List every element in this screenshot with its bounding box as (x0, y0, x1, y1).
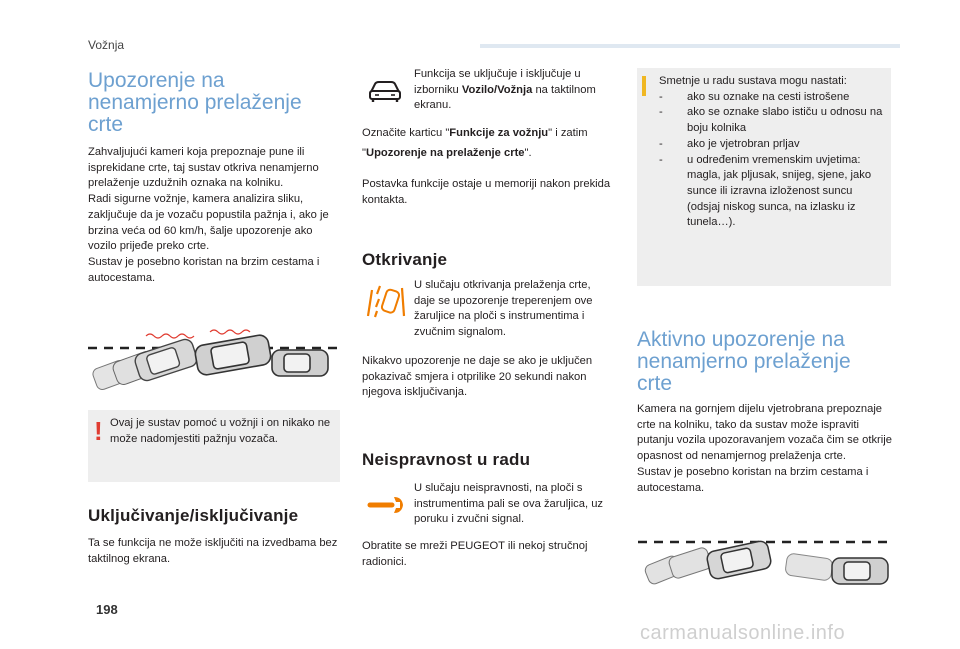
active-lane-warning-title: Aktivno upozorenje na nenamjerno prelaženje crte (637, 328, 851, 395)
car-main-2 (194, 334, 272, 376)
section-label: Vožnja (88, 38, 125, 52)
car-ghost-left (643, 546, 712, 585)
fault-heading: Neispravnost u radu (362, 450, 531, 469)
info-note-intro: Smetnje u radu sustava mogu nastati: (659, 75, 847, 87)
car-straight (832, 558, 888, 584)
list-item: - ako su oznake na cesti istrošene (659, 90, 887, 106)
menu-path-text: Funkcija se uključuje i isključuje u izborniku Vozilo/Vožnja na taktilnom ekranu. (414, 68, 596, 112)
info-icon (642, 76, 646, 96)
car-main-1 (133, 337, 199, 382)
warning-text: Ovaj je sustav pomoć u vožnji i on nikako ne može nadomjestiti pažnju vozača. (110, 417, 331, 445)
page-number: 198 (96, 602, 118, 617)
tab-selection-text: Označite karticu "Funkcije za vožnju" i zatim "Upozorenje na prelaženje crte". (362, 127, 588, 159)
active-paragraph: Kamera na gornjem dijelu vjetrobrana prepoznaje crte na kolniku, tako da sustav može ispraviti putanju vozila upozoravanjem vozača čim se otkrije opasnost od nenamjernog prelaženja crte. (637, 403, 892, 463)
active-paragraph: Sustav je posebno koristan na brzim cestama i autocestama. (637, 465, 869, 494)
lane-crossing-illustration (86, 326, 342, 398)
toggle-heading: Uključivanje/isključivanje (88, 506, 299, 525)
lane-correction-illustration (636, 528, 892, 592)
header-rule (480, 44, 900, 48)
lane-departure-lamp-icon (366, 280, 406, 320)
car-ghost-right (785, 553, 834, 581)
info-note-content (659, 74, 887, 231)
exclamation-icon: ! (94, 416, 103, 446)
car-corrected (706, 540, 772, 580)
fault-text: U slučaju neispravnosti, na ploči s instrumentima pali se ova žaruljica, uz poruku i zvučni signal. (414, 482, 604, 526)
intro-paragraph: Radi sigurne vožnje, kamera analizira sliku, zaključuje da je vozaču popustila pažnja i, ako je brzina veća od 60 km/h, šalje upozorenje ako vozilo prijeđe preko crte. (88, 193, 329, 253)
intro-paragraph: Sustav je posebno koristan na brzim cestama i autocestama. (88, 255, 320, 284)
toggle-text: Ta se funkcija ne može isključiti na izvedbama bez taktilnog ekrana. (88, 537, 338, 565)
info-note (637, 68, 891, 286)
car-main-3 (272, 350, 328, 376)
interference-list (659, 90, 887, 231)
active-paragraphs (637, 402, 892, 496)
lane-departure-warning-title: Upozorenje na nenamjerno prelaženje crte (88, 69, 302, 136)
turn-signal-text: Nikakvo upozorenje ne daje se ako je uključen pokazivač smjera i otprilike 20 sekundi nakon njegova isključivanja. (362, 355, 593, 399)
list-item: - ako se oznake slabo ističu u odnosu na boju kolnika (659, 105, 887, 136)
list-item: - ako je vjetrobran prljav (659, 137, 887, 153)
intro-paragraphs (88, 145, 343, 286)
wrench-icon (366, 494, 406, 516)
car-settings-icon (368, 80, 402, 104)
watermark: carmanualsonline.info (640, 622, 846, 644)
memory-text: Postavka funkcije ostaje u memoriji nakon prekida kontakta. (362, 178, 611, 206)
intro-paragraph: Zahvaljujući kameri koja prepoznaje pune ili isprekidane crte, taj sustav otkriva nenamjerno prelaženje uzdužnih oznaka na kolniku. (88, 146, 319, 190)
detection-heading: Otkrivanje (362, 250, 448, 269)
list-item: - u određenim vremenskim uvjetima: magla, jak pljusak, snijeg, sjene, jako sunce ili izravna izloženost suncu (odsjaj niskog sunca, na izlasku iz tunela…). (659, 153, 887, 232)
detection-text: U slučaju otkrivanja prelaženja crte, daje se upozorenje treperenjem ove žaruljice na ploči s instrumentima i zvučnim signalom. (414, 279, 593, 339)
dealer-text: Obratite se mreži PEUGEOT ili nekoj stručnoj radionici. (362, 540, 588, 568)
warning-note (88, 410, 340, 482)
